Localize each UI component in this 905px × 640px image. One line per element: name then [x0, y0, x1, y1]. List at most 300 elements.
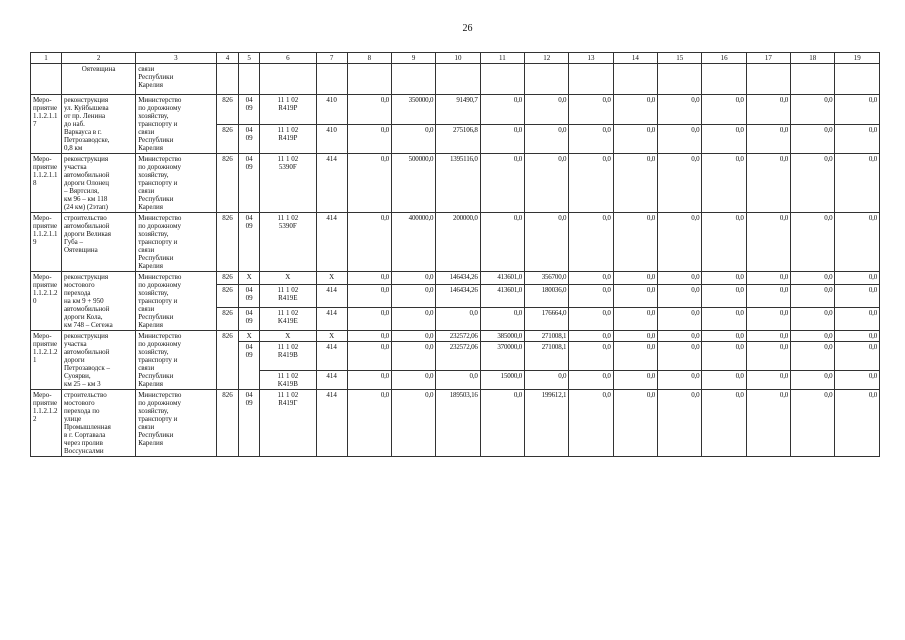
admin-code-cell: 826: [216, 285, 239, 308]
measure-name-cell-line: участка: [63, 163, 87, 171]
amount-cell: 0,0: [569, 308, 613, 331]
measure-name-cell-line: участка: [63, 340, 87, 348]
measure-name-cell: [61, 331, 135, 390]
amount-cell: 0,0: [746, 285, 790, 308]
target-code-cell-line: 11 1 02: [277, 96, 299, 104]
organization-cell-line: транспорту и: [138, 356, 178, 364]
amount-cell: 0,0: [791, 213, 835, 272]
expense-type-cell: 414: [316, 308, 347, 331]
amount-cell: 0,0: [613, 95, 657, 125]
measure-name-cell-line: 0,8 км: [63, 144, 83, 152]
target-code-cell: [259, 272, 316, 285]
amount-cell: 146434,26: [436, 272, 480, 285]
amount-cell: 500000,0: [391, 154, 435, 213]
amount-cell: 0,0: [436, 308, 480, 331]
organization-cell-line: по дорожному: [138, 222, 181, 230]
measure-name-cell-line: ул. Куйбышева: [63, 104, 109, 112]
amount-cell: 0,0: [525, 124, 569, 154]
section-code-cell: [239, 154, 260, 213]
organization-cell: [136, 95, 216, 154]
measure-id-cell: [31, 154, 62, 213]
organization-cell-line: по дорожному: [138, 340, 181, 348]
amount-cell: 0,0: [791, 285, 835, 308]
organization-cell: [136, 272, 216, 331]
target-code-cell: [259, 285, 316, 308]
organization-cell-line: Республики: [138, 431, 174, 439]
organization-cell-line: по дорожному: [138, 399, 181, 407]
expense-type-cell: 410: [316, 95, 347, 125]
amount-cell: 0,0: [391, 308, 435, 331]
measure-id-cell-line: 1.1.2.1.20: [33, 289, 58, 305]
amount-cell: 0,0: [835, 390, 880, 457]
organization-cell-line: хозяйству,: [138, 348, 169, 356]
column-number-7: 7: [316, 53, 347, 64]
measure-name-cell-line: мостового: [63, 399, 95, 407]
column-number-8: 8: [347, 53, 391, 64]
amount-cell: 0,0: [347, 124, 391, 154]
target-code-cell-line: R419P: [278, 133, 298, 142]
amount-cell: 0,0: [613, 272, 657, 285]
table-header: [31, 53, 880, 64]
organization-cell-line: связи: [138, 65, 155, 73]
measure-name-cell-line: автомобильной: [63, 222, 110, 230]
measure-name-cell-line: автомобильной: [63, 305, 110, 313]
measure-name-cell-line: автомобильной: [63, 348, 110, 356]
amount-cell: 0,0: [658, 95, 702, 125]
measure-name-cell: [61, 390, 135, 457]
amount-cell: 0,0: [791, 342, 835, 371]
organization-cell-line: хозяйству,: [138, 230, 169, 238]
column-number-6: 6: [259, 53, 316, 64]
expense-type-cell: 414: [316, 154, 347, 213]
organization-cell-line: связи: [138, 423, 155, 431]
amount-cell: 0,0: [835, 95, 880, 125]
amount-cell: 0,0: [569, 95, 613, 125]
amount-cell: 0,0: [658, 213, 702, 272]
amount-cell: 0,0: [702, 272, 746, 285]
amount-cell: 413601,0: [480, 285, 524, 308]
target-code-cell-line: R419E: [278, 294, 298, 303]
amount-cell: 0,0: [746, 272, 790, 285]
column-number-3: 3: [136, 53, 216, 64]
table-row: [31, 95, 880, 125]
amount-cell: 0,0: [613, 371, 657, 390]
table-row: [31, 213, 880, 272]
amount-cell: 0,0: [347, 342, 391, 371]
expense-type-cell: 414: [316, 285, 347, 308]
target-code-cell: [259, 95, 316, 125]
measure-name-cell: [61, 154, 135, 213]
measure-name-cell-line: км 25 – км 3: [63, 380, 101, 388]
amount-cell: 0,0: [347, 95, 391, 125]
amount-cell: 1395116,0: [436, 154, 480, 213]
section-code-cell: [239, 390, 260, 457]
expense-type-cell: 414: [316, 213, 347, 272]
amount-cell: 199612,1: [525, 390, 569, 457]
amount-cell: 0,0: [613, 213, 657, 272]
amount-cell: 0,0: [791, 308, 835, 331]
section-code-cell-line: 09: [245, 294, 253, 303]
amount-cell: 0,0: [658, 154, 702, 213]
amount-cell: 0,0: [480, 154, 524, 213]
column-number-5: 5: [239, 53, 260, 64]
expense-type-cell: 414: [316, 371, 347, 390]
measure-id-cell-line: приятие: [33, 399, 58, 407]
amount-cell: 0,0: [835, 308, 880, 331]
column-number-2: 2: [61, 53, 135, 64]
measure-name-cell-line: км 96 – км 118: [63, 195, 108, 203]
amount-cell: 0,0: [391, 124, 435, 154]
empty-cell: [658, 64, 702, 95]
target-code-cell-line: 11 1 02: [277, 155, 299, 163]
section-code-cell-line: 04: [245, 96, 253, 104]
amount-cell: 0,0: [347, 154, 391, 213]
amount-cell: 0,0: [347, 308, 391, 331]
column-number-12: 12: [525, 53, 569, 64]
admin-code-cell: 826: [216, 390, 239, 457]
target-code-cell-line: R419Г: [278, 399, 298, 407]
empty-cell: [569, 64, 613, 95]
measure-id-cell-line: 1.1.2.1.17: [33, 112, 58, 128]
measure-name-cell-line: на км 9 + 950: [63, 297, 104, 305]
target-code-cell: [259, 342, 316, 371]
organization-cell-line: связи: [138, 187, 155, 195]
target-code-cell-line: Х: [285, 273, 291, 281]
amount-cell: 0,0: [702, 285, 746, 308]
measure-name-cell-line: Суоярви,: [63, 372, 91, 380]
amount-cell: 0,0: [746, 124, 790, 154]
organization-cell-line: хозяйству,: [138, 407, 169, 415]
measure-name-cell-line: дороги Олонец: [63, 179, 110, 187]
budget-table: [30, 52, 880, 457]
section-code-cell-line: 04: [245, 309, 253, 318]
admin-code-cell: 826: [216, 331, 239, 390]
amount-cell: 0,0: [746, 154, 790, 213]
organization-cell-line: Карелия: [138, 203, 163, 211]
amount-cell: 0,0: [436, 371, 480, 390]
column-number-18: 18: [791, 53, 835, 64]
section-code-cell-line: 04: [245, 125, 253, 134]
amount-cell: 0,0: [658, 272, 702, 285]
target-code-cell-line: 11 1 02: [277, 309, 299, 318]
section-code-cell-line: 04: [245, 391, 253, 399]
table-row-continuation: [31, 64, 880, 95]
measure-name-cell-line: строительство: [63, 214, 107, 222]
amount-cell: 0,0: [658, 285, 702, 308]
amount-cell: 0,0: [347, 213, 391, 272]
measure-id-cell: [31, 331, 62, 390]
amount-cell: 0,0: [569, 342, 613, 371]
page-number: 26: [462, 23, 473, 34]
amount-cell: 0,0: [702, 308, 746, 331]
target-code-cell-line: 11 1 02: [277, 372, 299, 380]
target-code-cell: [259, 390, 316, 457]
section-code-cell-line: 09: [245, 317, 253, 326]
amount-cell: 0,0: [613, 285, 657, 308]
measure-name-cell: [61, 95, 135, 154]
amount-cell: 176664,0: [525, 308, 569, 331]
measure-id-cell: [31, 272, 62, 331]
amount-cell: 189503,16: [436, 390, 480, 457]
amount-cell: 0,0: [746, 213, 790, 272]
organization-cell-line: хозяйству,: [138, 289, 169, 297]
measure-name-cell-line: реконструкция: [63, 273, 109, 281]
empty-cell: [835, 64, 880, 95]
target-code-cell-line: 11 1 02: [277, 214, 299, 222]
amount-cell: 0,0: [702, 342, 746, 371]
measure-name-cell: [61, 272, 135, 331]
measure-id-cell-line: приятие: [33, 163, 58, 171]
amount-cell: 0,0: [391, 285, 435, 308]
organization-cell-line: Карелия: [138, 262, 163, 270]
target-code-cell: [259, 331, 316, 342]
amount-cell: 0,0: [480, 95, 524, 125]
amount-cell: 0,0: [702, 95, 746, 125]
column-number-10: 10: [436, 53, 480, 64]
amount-cell: 0,0: [791, 371, 835, 390]
organization-cell-line: Министерство: [138, 96, 182, 104]
amount-cell: 0,0: [791, 124, 835, 154]
admin-code-cell: 826: [216, 272, 239, 285]
amount-cell: 0,0: [569, 154, 613, 213]
measure-id-cell-line: 1.1.2.1.18: [33, 171, 58, 187]
organization-cell-line: транспорту и: [138, 238, 178, 246]
target-code-cell-line: 11 1 02: [277, 286, 299, 295]
empty-cell: [259, 64, 316, 95]
amount-cell: 0,0: [702, 124, 746, 154]
section-code-cell: [239, 342, 260, 390]
section-code-cell-line: Х: [246, 273, 252, 281]
amount-cell: 271008,1: [525, 342, 569, 371]
organization-cell-line: Министерство: [138, 332, 182, 340]
target-code-cell-line: 11 1 02: [277, 343, 299, 351]
table-row: [31, 154, 880, 213]
section-code-cell-line: Х: [246, 332, 252, 340]
amount-cell: 0,0: [569, 124, 613, 154]
amount-cell: 0,0: [658, 371, 702, 390]
organization-cell-line: Министерство: [138, 391, 182, 399]
section-code-cell-line: 09: [245, 163, 253, 171]
measure-id-cell: [31, 95, 62, 154]
amount-cell: 400000,0: [391, 213, 435, 272]
amount-cell: 0,0: [835, 371, 880, 390]
amount-cell: 0,0: [613, 124, 657, 154]
measure-name-cell-line: Промышленная: [63, 423, 111, 431]
amount-cell: 370000,0: [480, 342, 524, 371]
amount-cell: 0,0: [613, 342, 657, 371]
amount-cell: 180036,0: [525, 285, 569, 308]
expense-type-cell: Х: [316, 331, 347, 342]
amount-cell: 0,0: [702, 371, 746, 390]
empty-cell: [791, 64, 835, 95]
amount-cell: 232572,06: [436, 331, 480, 342]
amount-cell: 0,0: [613, 331, 657, 342]
organization-cell-line: Республики: [138, 195, 174, 203]
amount-cell: 0,0: [569, 213, 613, 272]
column-number-17: 17: [746, 53, 790, 64]
measure-name-cell-line: Губа –: [63, 238, 84, 246]
measure-name-cell-line: дороги Кола,: [63, 313, 103, 321]
amount-cell: 0,0: [525, 213, 569, 272]
measure-id-cell-line: приятие: [33, 104, 58, 112]
amount-cell: 0,0: [746, 95, 790, 125]
amount-cell: 0,0: [658, 342, 702, 371]
admin-code-cell: 826: [216, 124, 239, 154]
measure-id-cell-line: Меро-: [33, 391, 52, 399]
measure-name-cell-line: (24 км) (2этап): [63, 203, 109, 211]
amount-cell: 0,0: [791, 390, 835, 457]
amount-cell: 0,0: [525, 371, 569, 390]
column-number-11: 11: [480, 53, 524, 64]
expense-type-cell: 410: [316, 124, 347, 154]
measure-id-cell-line: 1.1.2.1.22: [33, 407, 58, 423]
table-row: [31, 272, 880, 285]
measure-name-cell-line: дороги: [63, 356, 85, 364]
amount-cell: 0,0: [613, 308, 657, 331]
organization-cell-line: Карелия: [138, 81, 163, 89]
empty-cell: [480, 64, 524, 95]
target-code-cell-line: 5390F: [278, 163, 297, 171]
target-code-cell: [259, 213, 316, 272]
organization-cell: [136, 64, 216, 95]
organization-cell-line: связи: [138, 128, 155, 136]
amount-cell: 15000,0: [480, 371, 524, 390]
section-code-cell-line: 09: [245, 351, 253, 359]
organization-cell-line: хозяйству,: [138, 171, 169, 179]
column-number-9: 9: [391, 53, 435, 64]
amount-cell: 0,0: [791, 272, 835, 285]
measure-name-cell-line: строительство: [63, 391, 107, 399]
measure-id-cell-line: Меро-: [33, 273, 52, 281]
organization-cell-line: транспорту и: [138, 415, 178, 423]
target-code-cell-line: K419B: [277, 380, 298, 388]
organization-cell-line: Республики: [138, 136, 174, 144]
section-code-cell: [239, 124, 260, 154]
target-code-cell: [259, 371, 316, 390]
amount-cell: 385000,0: [480, 331, 524, 342]
amount-cell: 0,0: [791, 95, 835, 125]
measure-name-cell-line: от пр. Ленина: [63, 112, 106, 120]
amount-cell: 0,0: [746, 331, 790, 342]
measure-id-cell-line: Меро-: [33, 214, 52, 222]
amount-cell: 0,0: [391, 342, 435, 371]
amount-cell: 0,0: [702, 331, 746, 342]
measure-id-cell-line: 1.1.2.1.21: [33, 348, 58, 364]
section-code-cell-line: 04: [245, 214, 253, 222]
amount-cell: 0,0: [658, 331, 702, 342]
target-code-cell-line: Х: [285, 332, 291, 340]
amount-cell: 232572,06: [436, 342, 480, 371]
measure-name-cell-line: перехода по: [63, 407, 100, 415]
admin-code-cell: 826: [216, 154, 239, 213]
column-number-13: 13: [569, 53, 613, 64]
organization-cell-line: хозяйству,: [138, 112, 169, 120]
amount-cell: 0,0: [480, 213, 524, 272]
amount-cell: 0,0: [569, 331, 613, 342]
amount-cell: 0,0: [569, 371, 613, 390]
organization-cell-line: транспорту и: [138, 297, 178, 305]
expense-type-cell: 414: [316, 342, 347, 371]
amount-cell: 0,0: [391, 272, 435, 285]
section-code-cell-line: 09: [245, 133, 253, 142]
amount-cell: 0,0: [480, 124, 524, 154]
amount-cell: 0,0: [569, 285, 613, 308]
organization-cell-line: по дорожному: [138, 281, 181, 289]
organization-cell-line: Карелия: [138, 439, 163, 447]
amount-cell: 0,0: [480, 308, 524, 331]
amount-cell: 0,0: [702, 154, 746, 213]
amount-cell: 0,0: [746, 390, 790, 457]
measure-name-cell-line: в г. Сортавала: [63, 431, 106, 439]
amount-cell: 0,0: [746, 308, 790, 331]
measure-name-cell-line: реконструкция: [63, 155, 109, 163]
target-code-cell: [259, 124, 316, 154]
measure-id-cell: [31, 213, 62, 272]
measure-name-cell-line: – Вяртсиля,: [63, 187, 99, 195]
empty-cell: [316, 64, 347, 95]
organization-cell: [136, 213, 216, 272]
organization-cell-line: Министерство: [138, 155, 182, 163]
amount-cell: 0,0: [569, 272, 613, 285]
amount-cell: 275106,8: [436, 124, 480, 154]
amount-cell: 0,0: [746, 371, 790, 390]
empty-cell: [702, 64, 746, 95]
measure-name-cell-line: Оятевщина: [63, 246, 98, 254]
column-number-15: 15: [658, 53, 702, 64]
amount-cell: 0,0: [525, 154, 569, 213]
amount-cell: 0,0: [658, 390, 702, 457]
section-code-cell-line: 09: [245, 222, 253, 230]
target-code-cell-line: K419E: [277, 317, 298, 326]
amount-cell: 0,0: [658, 308, 702, 331]
column-number-4: 4: [216, 53, 239, 64]
organization-cell-line: Республики: [138, 372, 174, 380]
organization-cell-line: Республики: [138, 313, 174, 321]
empty-cell: [216, 64, 239, 95]
measure-id-cell-line: Меро-: [33, 332, 52, 340]
column-number-19: 19: [835, 53, 880, 64]
organization-cell-line: по дорожному: [138, 163, 181, 171]
amount-cell: 0,0: [835, 124, 880, 154]
amount-cell: 0,0: [658, 124, 702, 154]
organization-cell-line: Республики: [138, 73, 174, 81]
amount-cell: 0,0: [480, 390, 524, 457]
amount-cell: 0,0: [347, 390, 391, 457]
empty-cell: [239, 64, 260, 95]
section-code-cell: [239, 272, 260, 285]
target-code-cell-line: R419B: [277, 351, 298, 359]
amount-cell: 0,0: [347, 285, 391, 308]
amount-cell: 0,0: [791, 331, 835, 342]
column-number-14: 14: [613, 53, 657, 64]
measure-name-cell-line: улице: [63, 415, 82, 423]
measure-name-cell-line: до наб.: [63, 120, 85, 128]
table-body: [31, 64, 880, 457]
amount-cell: 0,0: [835, 272, 880, 285]
section-code-cell-line: 09: [245, 399, 253, 407]
column-number-row: [31, 53, 880, 64]
measure-name-cell-line: Варкауса в г.: [63, 128, 102, 136]
empty-cell: [391, 64, 435, 95]
section-code-cell: [239, 213, 260, 272]
target-code-cell: [259, 308, 316, 331]
measure-name-cell-line: реконструкция: [63, 332, 109, 340]
organization-cell-line: Республики: [138, 254, 174, 262]
amount-cell: 0,0: [835, 154, 880, 213]
amount-cell: 0,0: [613, 390, 657, 457]
amount-cell: 0,0: [347, 371, 391, 390]
target-code-cell: [259, 154, 316, 213]
